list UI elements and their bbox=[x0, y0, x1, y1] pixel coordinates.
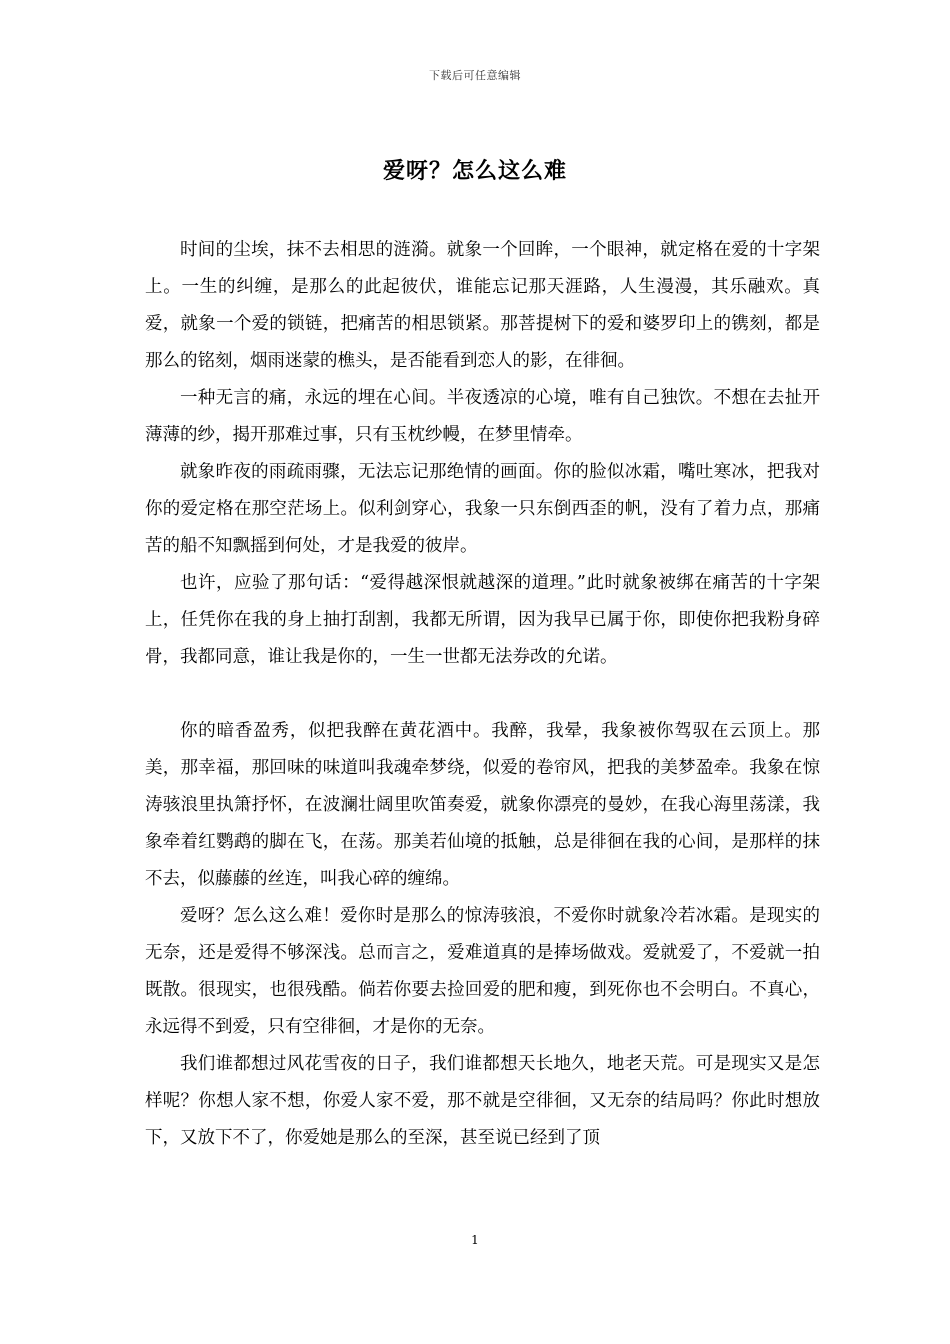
paragraph: 我们谁都想过风花雪夜的日子，我们谁都想天长地久，地老天荒。可是现实又是怎样呢？你想人家不想，你爱人家不爱，那不就是空徘徊，又无奈的结局吗？你此时想放下，又放下不了，你爱她是那么的至深，甚至说已经到了顶 bbox=[145, 1054, 820, 1148]
document-body bbox=[145, 232, 820, 1157]
document-title: 爱呀？怎么这么难 bbox=[382, 158, 567, 184]
paragraph: 一种无言的痛，永远的埋在心间。半夜透凉的心境，唯有自己独饮。不想在去扯开薄薄的纱，揭开那难过事，只有玉枕纱幔，在梦里情牵。 bbox=[145, 388, 820, 445]
paragraph: 时间的尘埃，抹不去相思的涟漪。就象一个回眸，一个眼神，就定格在爱的十字架上。一生的纠缠，是那么的此起彼伏，谁能忘记那天涯路，人生漫漫，其乐融欢。真爱，就象一个爱的锁链，把痛苦的相思锁紧。那菩提树下的爱和婆罗印上的镌刻，都是那么的铭刻，烟雨迷蒙的樵头，是否能看到恋人的影，在徘徊。 bbox=[145, 240, 820, 371]
paragraph: 就象昨夜的雨疏雨骤，无法忘记那绝情的画面。你的脸似冰霜，嘴吐寒冰，把我对你的爱定格在那空茫场上。似利剑穿心，我象一只东倒西歪的帆，没有了着力点，那痛苦的船不知飘摇到何处，才是我爱的彼岸。 bbox=[145, 462, 820, 556]
paragraph: 也许，应验了那句话：“爱得越深恨就越深的道理。”此时就象被绑在痛苦的十字架上，任凭你在我的身上抽打刮割，我都无所谓，因为我早已属于你，即使你把我粉身碎骨，我都同意，谁让我是你的，一生一世都无法券改的允诺。 bbox=[145, 573, 820, 667]
page-header: 下载后可任意编辑 bbox=[429, 69, 521, 82]
paragraph: 爱呀？怎么这么难！爱你时是那么的惊涛骇浪，不爱你时就象冷若冰霜。是现实的无奈，还是爱得不够深浅。总而言之，爱难道真的是捧场做戏。爱就爱了，不爱就一拍既散。很现实，也很残酷。倘若你要去捡回爱的肥和瘦，到死你也不会明白。不真心，永远得不到爱，只有空徘徊，才是你的无奈。 bbox=[145, 906, 820, 1037]
paragraph: 你的暗香盈秀，似把我醉在黄花酒中。我醉，我晕，我象被你驾驭在云顶上。那美，那幸福，那回味的味道叫我魂牵梦绕，似爱的卷帘风，把我的美梦盈牵。我象在惊涛骇浪里执箫抒怀，在波澜壮阔里吹笛奏爱，就象你漂亮的曼妙，在我心海里荡漾，我象牵着红鹦鹉的脚在飞，在荡。那美若仙境的抵触，总是徘徊在我的心间，是那样的抹不去，似藤藤的丝连，叫我心碎的缠绵。 bbox=[145, 721, 820, 889]
page-number: 1 bbox=[471, 1233, 479, 1247]
